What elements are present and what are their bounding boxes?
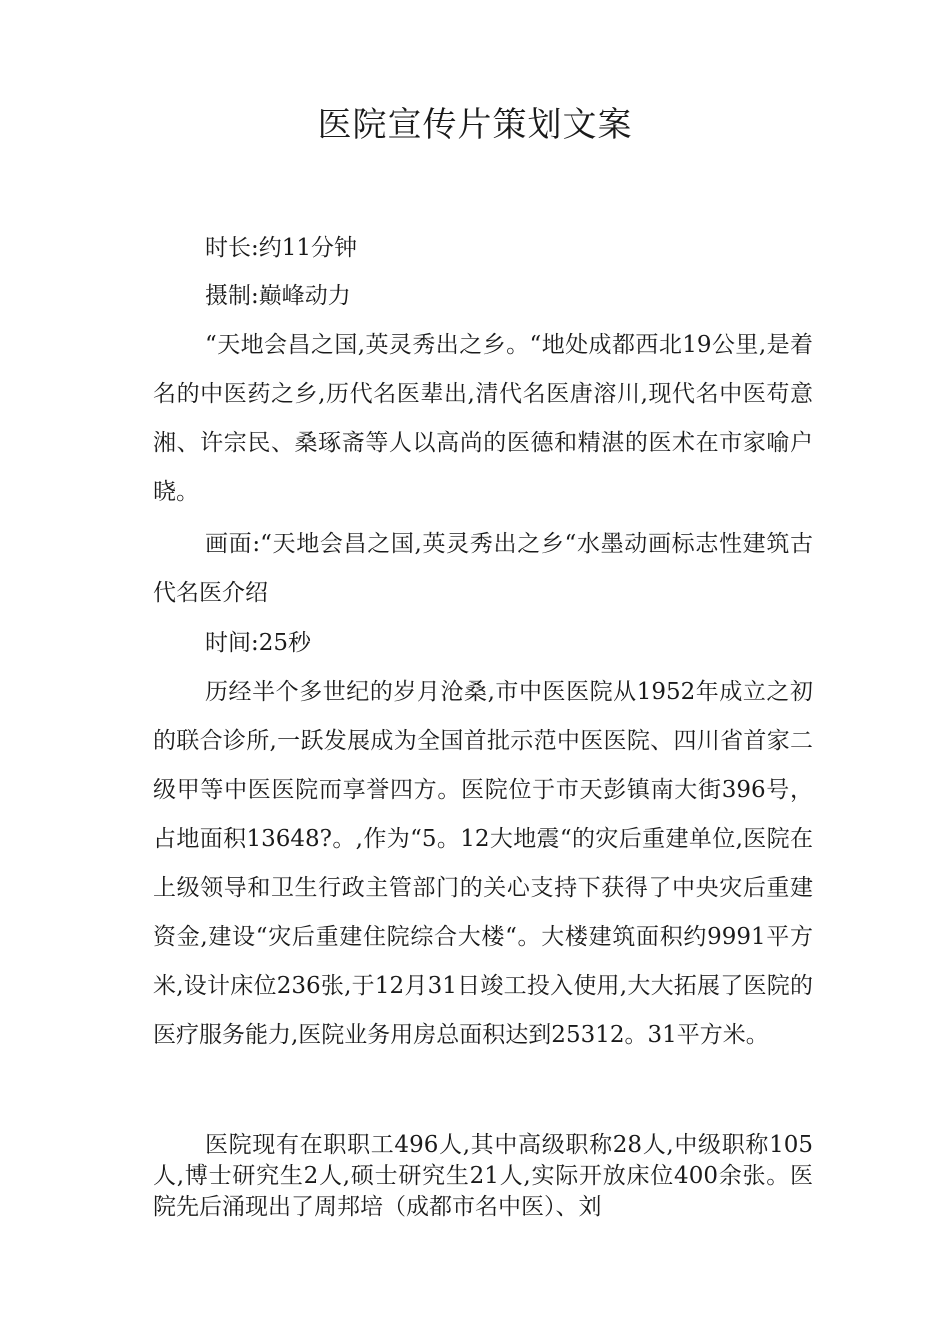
- producer-paragraph: 摄制:巅峰动力: [205, 283, 351, 309]
- staff-paragraph: 医院现有在职职工496人,其中高级职称28人,中级职称105人,博士研究生2人,硕士研究生21人,实际开放床位400余张。医院先后涌现出了周邦培（成都市名中医）、刘: [153, 1132, 813, 1220]
- history-paragraph: 历经半个多世纪的岁月沧桑,市中医医院从1952年成立之初的联合诊所,一跃发展成为全国首批示范中医医院、四川省首家二级甲等中医医院而享誉四方。医院位于市天彭镇南大街396号，占地面积13648?。,作为“5。12大地震“的灾后重建单位,医院在上级领导和卫生行政主管部门的关心支持下获得了中央灾后重建资金,建设“灾后重建住院综合大楼“。大楼建筑面积约9991平方米,设计床位236张,于12月31日竣工投入使用,大大拓展了医院的医疗服务能力,医院业务用房总面积达到25312。31平方米。: [153, 679, 813, 1048]
- intro-paragraph: “天地会昌之国,英灵秀出之乡。“地处成都西北19公里,是着名的中医药之乡,历代名医辈出,清代名医唐溶川,现代名中医苟意湘、许宗民、桑琢斋等人以高尚的医德和精湛的医术在市家喻户晓。: [153, 332, 813, 505]
- document-title: 医院宣传片策划文案: [317, 105, 633, 145]
- scene-paragraph: 画面:“天地会昌之国,英灵秀出之乡“水墨动画标志性建筑古代名医介绍: [153, 531, 813, 606]
- duration-paragraph: 时长:约11分钟: [205, 235, 358, 261]
- time-paragraph: 时间:25秒: [205, 630, 312, 656]
